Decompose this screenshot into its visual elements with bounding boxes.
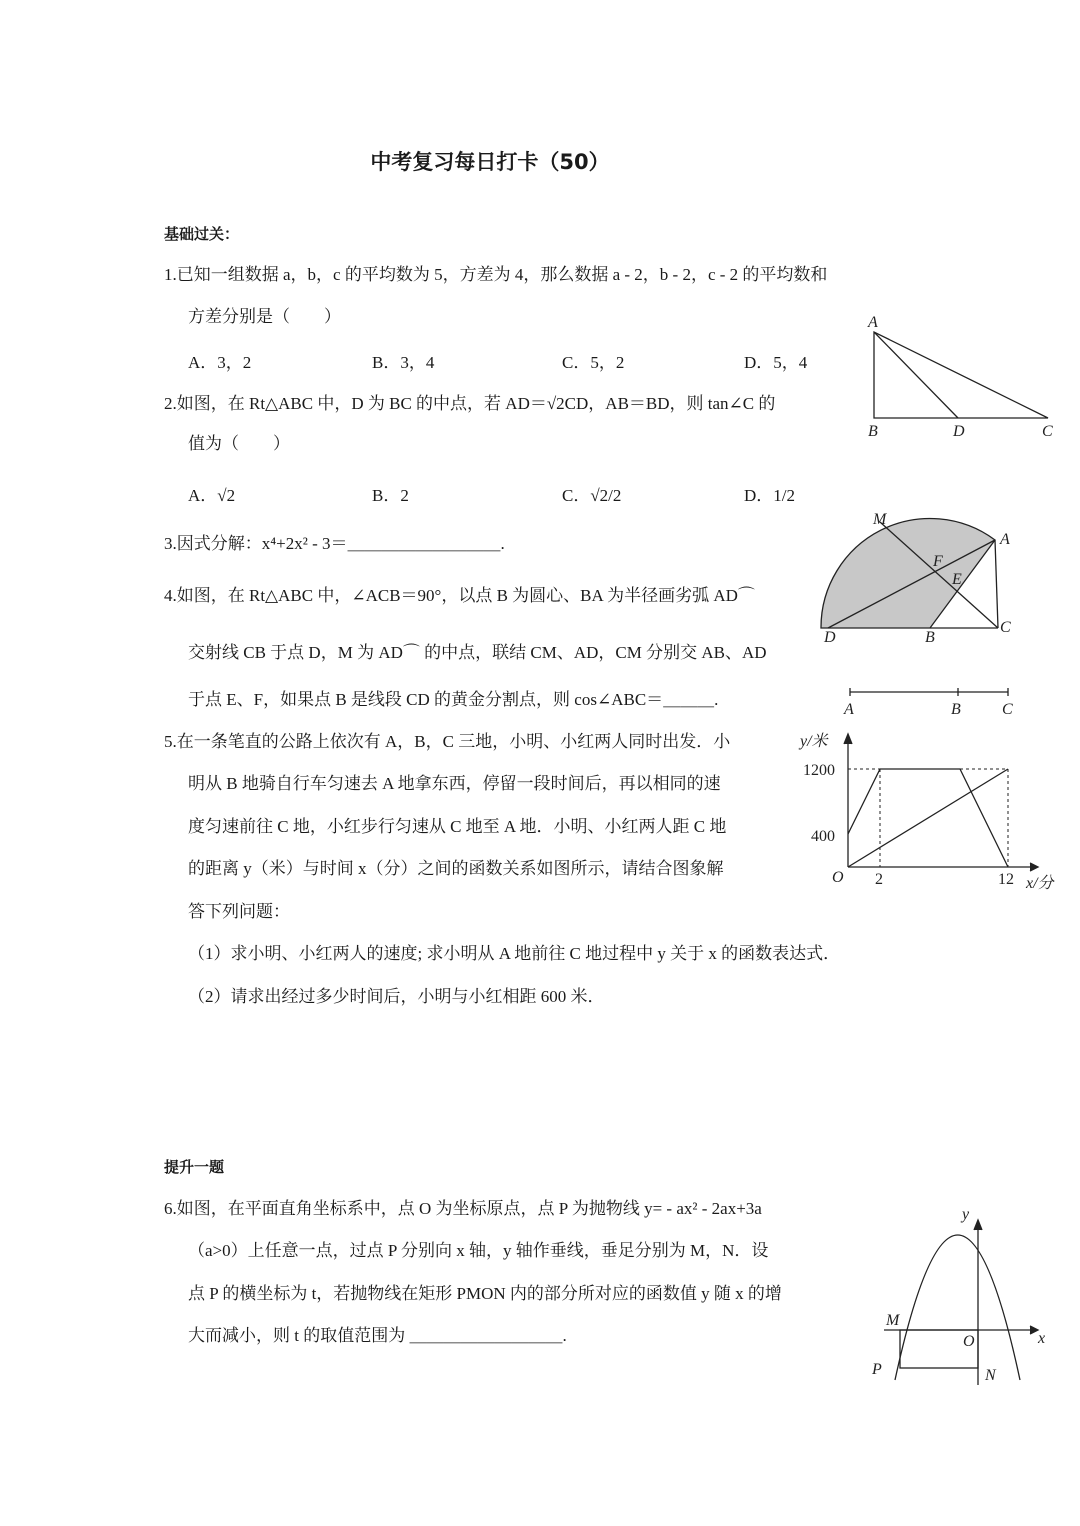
figure-label: C (1002, 701, 1013, 718)
figure-label: C (1042, 423, 1053, 440)
q6-text: 6.如图，在平面直角坐标系中，点 O 为坐标原点，点 P 为抛物线 y= - ax² - 2ax+3a (164, 1199, 762, 1218)
q5-sub2: （2）请求出经过多少时间后，小明与小红相距 600 米． (188, 987, 605, 1006)
figure-label: M (886, 1312, 900, 1329)
q3-text: 3.因式分解：x⁴+2x² - 3＝＿＿＿＿＿＿＿＿＿. (164, 534, 505, 553)
figure-label: P (872, 1361, 882, 1378)
q2-text: 值为（ ） (188, 434, 290, 453)
graph-origin: O (832, 869, 844, 886)
q5-text: 明从 B 地骑自行车匀速去 A 地拿东西，停留一段时间后，再以相同的速 (188, 774, 721, 793)
q5-text: 答下列问题： (188, 902, 290, 921)
q6-parabola-figure (884, 1220, 1038, 1385)
q1-text: 方差分别是（ ） (188, 307, 341, 326)
q2-triangle-figure (874, 332, 1048, 418)
figure-label: O (963, 1333, 975, 1350)
q2-option-b: B．2 (372, 486, 409, 505)
graph-ytick: 400 (811, 828, 835, 845)
q4-text: 交射线 CB 于点 D，M 为 AD⌒ 的中点，联结 CM、AD，CM 分别交 AB、AD (188, 643, 767, 662)
figure-label: B (951, 701, 961, 718)
q1-option-a: A．3，2 (188, 353, 252, 372)
q2-text: 2.如图，在 Rt△ABC 中，D 为 BC 的中点，若 AD＝√2CD，AB＝BD，则 tan∠C 的 (164, 394, 776, 413)
q6-text: 大而减小，则 t 的取值范围为 ＿＿＿＿＿＿＿＿＿. (188, 1326, 567, 1345)
q2-option-d: D．1/2 (744, 486, 795, 505)
q1-option-c: C．5，2 (562, 353, 625, 372)
figure-label: D (953, 423, 965, 440)
q6-text: （a>0）上任意一点，过点 P 分别向 x 轴，y 轴作垂线，垂足分别为 M，N．设 (188, 1241, 769, 1260)
figure-label: C (1000, 619, 1011, 636)
section-heading-basic: 基础过关： (164, 225, 240, 243)
q6-text: 点 P 的横坐标为 t，若抛物线在矩形 PMON 内的部分所对应的函数值 y 随 x 的增 (188, 1284, 782, 1303)
q4-text: 于点 E、F，如果点 B 是线段 CD 的黄金分割点，则 cos∠ABC＝＿＿＿. (188, 690, 719, 709)
figure-label: y (962, 1206, 970, 1223)
graph-xtick: 2 (875, 871, 883, 888)
q5-graph (844, 734, 1038, 871)
figure-label: E (952, 571, 962, 588)
graph-xtick: 12 (998, 871, 1014, 888)
q5-text: 的距离 y（米）与时间 x（分）之间的函数关系如图所示，请结合图象解 (188, 859, 724, 878)
page-title: 中考复习每日打卡（50） (370, 150, 610, 174)
figure-label: B (868, 423, 878, 440)
figure-label: x (1038, 1330, 1046, 1347)
figure-label: A (844, 701, 854, 718)
q4-sector-figure (821, 518, 998, 628)
q5-sub1: （1）求小明、小红两人的速度; 求小明从 A 地前往 C 地过程中 y 关于 x 的函数表达式． (188, 944, 841, 963)
q5-text: 度匀速前往 C 地，小红步行匀速从 C 地至 A 地．小明、小红两人距 C 地 (188, 817, 727, 836)
section-heading-advanced: 提升一题 (164, 1158, 225, 1176)
graph-xlabel: x/分 (1026, 875, 1054, 892)
figure-label: N (985, 1367, 996, 1384)
q1-text: 1.已知一组数据 a，b，c 的平均数为 5，方差为 4，那么数据 a - 2，b - 2，c - 2 的平均数和 (164, 265, 828, 284)
graph-ytick: 1200 (803, 762, 835, 779)
q5-text: 5.在一条笔直的公路上依次有 A，B，C 三地，小明、小红两人同时出发．小 (164, 732, 731, 751)
figure-label: D (824, 629, 836, 646)
figure-label: F (933, 553, 943, 570)
q2-option-a: A．√2 (188, 486, 236, 505)
figure-label: B (925, 629, 935, 646)
figure-label: A (868, 314, 878, 331)
q1-option-d: D．5，4 (744, 353, 808, 372)
q1-option-b: B．3，4 (372, 353, 435, 372)
q4-text: 4.如图，在 Rt△ABC 中，∠ACB＝90°，以点 B 为圆心、BA 为半径画劣弧 AD⌒ (164, 586, 755, 605)
figure-label: A (1000, 531, 1010, 548)
figure-label: M (873, 511, 887, 528)
graph-ylabel: y/米 (800, 733, 828, 750)
q2-option-c: C．√2/2 (562, 486, 622, 505)
segment-figure (850, 688, 1008, 696)
